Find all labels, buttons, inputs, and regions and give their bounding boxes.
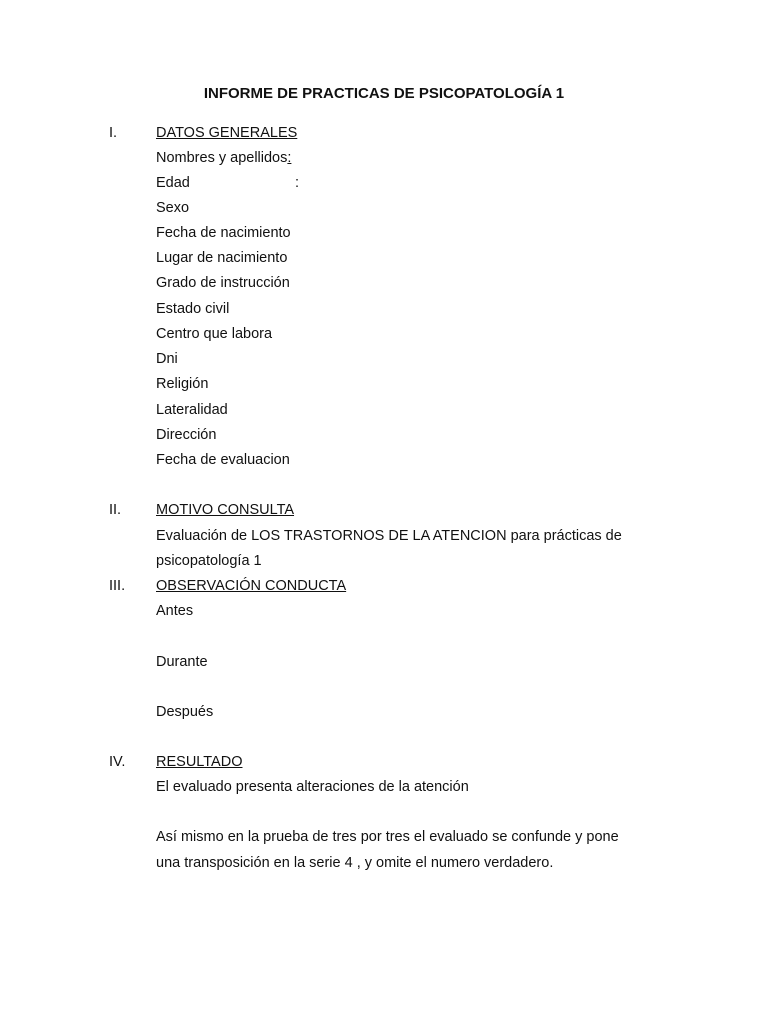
- field-label: Nombres y apellidos: [156, 150, 288, 166]
- section-heading-resultado: RESULTADO: [156, 754, 243, 770]
- observacion-durante: Durante: [156, 654, 208, 670]
- section-numeral: III.: [109, 578, 126, 594]
- field-grado-instruccion: Grado de instrucción: [156, 275, 290, 291]
- field-colon: :: [287, 150, 292, 166]
- section-numeral: I.: [109, 125, 118, 141]
- motivo-text-line: Evaluación de LOS TRASTORNOS DE LA ATENCION para prácticas de: [156, 528, 622, 544]
- field-direccion: Dirección: [156, 427, 217, 443]
- field-nombres: [156, 149, 291, 167]
- field-dni: Dni: [156, 351, 178, 367]
- field-fecha-evaluacion: Fecha de evaluacion: [156, 452, 290, 468]
- field-estado-civil: Estado civil: [156, 301, 230, 317]
- resultado-text-line: Así mismo en la prueba de tres por tres el evaluado se confunde y pone: [156, 829, 619, 845]
- field-lateralidad: Lateralidad: [156, 402, 228, 418]
- field-edad: Edad: [156, 175, 190, 191]
- section-heading-observacion-conducta: OBSERVACIÓN CONDUCTA: [156, 578, 347, 594]
- field-centro-labora: Centro que labora: [156, 326, 273, 342]
- field-colon: :: [295, 175, 300, 191]
- observacion-antes: Antes: [156, 603, 194, 619]
- section-heading-motivo-consulta: MOTIVO CONSULTA: [156, 502, 295, 518]
- field-lugar-nacimiento: Lugar de nacimiento: [156, 250, 288, 266]
- section-heading-datos-generales: DATOS GENERALES: [156, 125, 298, 141]
- resultado-text-line: El evaluado presenta alteraciones de la atención: [156, 779, 469, 795]
- section-numeral: IV.: [109, 754, 126, 770]
- observacion-despues: Después: [156, 704, 214, 720]
- field-sexo: Sexo: [156, 200, 190, 216]
- motivo-text-line: psicopatología 1: [156, 553, 262, 569]
- field-religion: Religión: [156, 376, 209, 392]
- document-title: INFORME DE PRACTICAS DE PSICOPATOLOGÍA 1: [203, 85, 565, 102]
- field-fecha-nacimiento: Fecha de nacimiento: [156, 225, 291, 241]
- section-numeral: II.: [109, 502, 122, 518]
- resultado-text-line: una transposición en la serie 4 , y omite el numero verdadero.: [156, 855, 554, 871]
